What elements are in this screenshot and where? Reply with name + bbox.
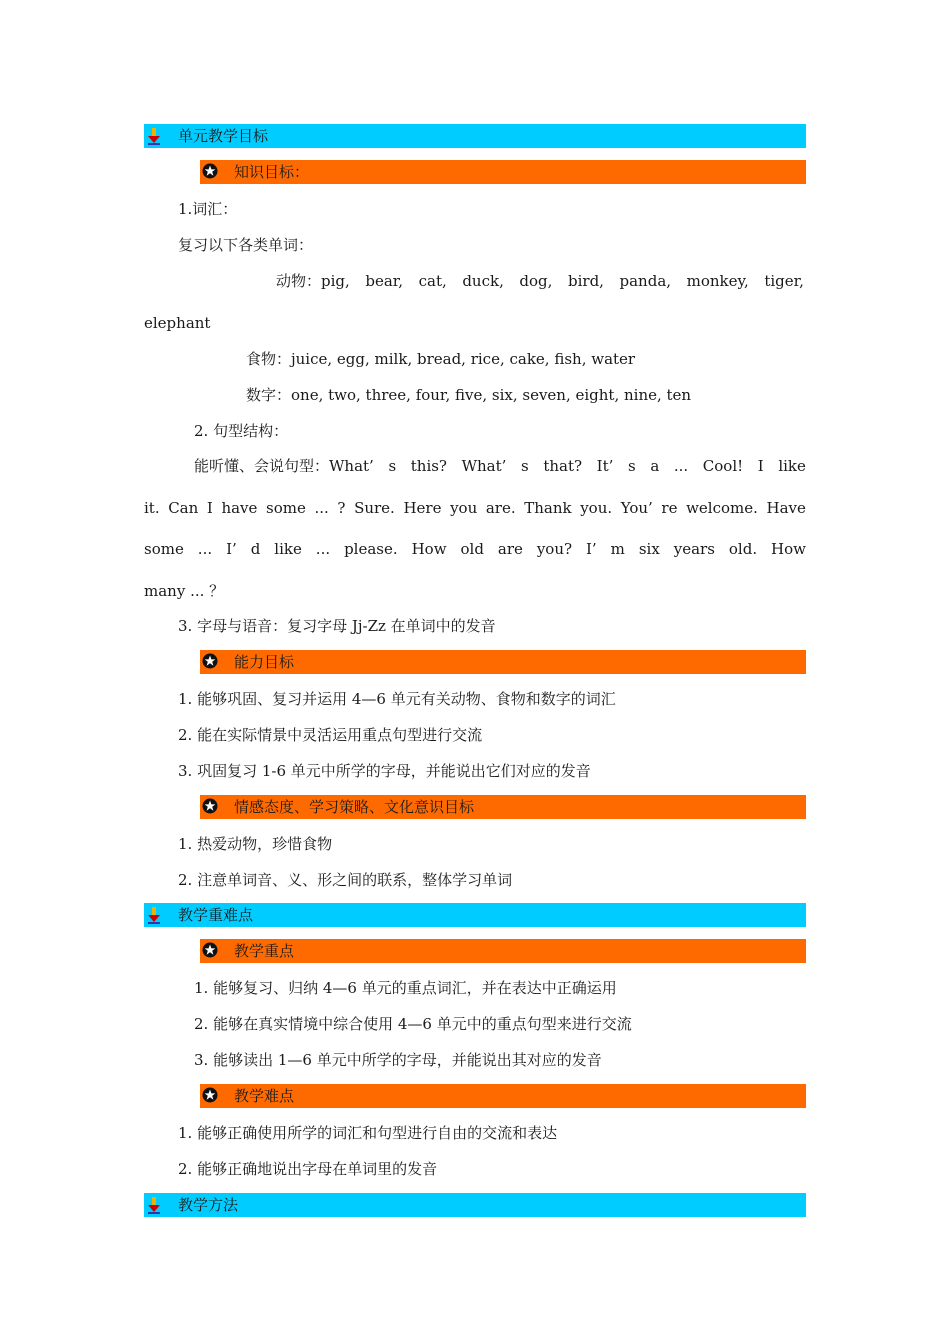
subsection-header-key [200, 939, 806, 963]
food-line: 食物：juice, egg, milk, bread, rice, cake, fish, water [246, 350, 636, 368]
list-item: 1. 能够复习、归纳 4—6 单元的重点词汇，并在表达中正确运用 [194, 979, 617, 997]
word: dog, [519, 272, 553, 290]
word: duck, [462, 272, 504, 290]
word: I [757, 457, 764, 475]
star-badge-icon [202, 163, 218, 179]
star-badge-icon [202, 1087, 218, 1103]
list-item: 3. 能够读出 1—6 单元中所学的字母，并能说出其对应的发音 [194, 1051, 602, 1069]
sentence-line-2 [144, 497, 806, 519]
word: s [628, 457, 636, 475]
animals-line [276, 270, 804, 292]
word: Thank [524, 499, 572, 517]
animals-line-2: elephant [144, 314, 211, 332]
subsection-title: 教学难点 [234, 1087, 295, 1105]
word: 能听懂、会说句型：What’ [194, 457, 374, 475]
list-item: 1. 能够正确使用所学的词汇和句型进行自由的交流和表达 [178, 1124, 558, 1142]
list-item: 1. 热爱动物，珍惜食物 [178, 835, 333, 853]
down-arrow-icon [147, 906, 161, 924]
word: d [250, 540, 261, 558]
word: you [450, 499, 478, 517]
word: Can [168, 499, 199, 517]
word: cat, [418, 272, 447, 290]
list-item: 2. 注意单词音、义、形之间的联系，整体学习单词 [178, 871, 513, 889]
section-header-keypoints [144, 903, 806, 927]
sentence-line-1 [194, 455, 806, 477]
word: ... [315, 540, 331, 558]
word: ... [673, 457, 689, 475]
word: Sure. [354, 499, 395, 517]
list-item: 3. 巩固复习 1-6 单元中所学的字母，并能说出它们对应的发音 [178, 762, 591, 780]
word: bear, [365, 272, 404, 290]
subsection-header-ability [200, 650, 806, 674]
section-title: 单元教学目标 [178, 127, 269, 145]
word: Here [403, 499, 442, 517]
word: please. [344, 540, 398, 558]
word: What’ [461, 457, 507, 475]
word: 动物：pig, [276, 272, 350, 290]
word: you? [536, 540, 573, 558]
word: I’ [586, 540, 597, 558]
word: tiger, [764, 272, 804, 290]
subsection-title: 教学重点 [234, 942, 295, 960]
word: re [661, 499, 678, 517]
subsection-header-knowledge [200, 160, 806, 184]
list-item: 2. 能够在真实情境中综合使用 4—6 单元中的重点句型来进行交流 [194, 1015, 632, 1033]
word: bird, [568, 272, 604, 290]
word: I’ [226, 540, 237, 558]
word: a [650, 457, 660, 475]
word: You’ [620, 499, 653, 517]
word: are [497, 540, 523, 558]
word: ... [197, 540, 213, 558]
word: have [221, 499, 258, 517]
subsection-header-difficult [200, 1084, 806, 1108]
subsection-title: 情感态度、学习策略、文化意识目标 [234, 798, 475, 816]
word: I [206, 499, 213, 517]
word: s [388, 457, 397, 475]
word: It’ [596, 457, 614, 475]
star-badge-icon [202, 942, 218, 958]
word: like [778, 457, 806, 475]
section-title: 教学方法 [178, 1196, 239, 1214]
list-item: 1. 能够巩固、复习并运用 4—6 单元有关动物、食物和数字的词汇 [178, 690, 616, 708]
word: How [771, 540, 806, 558]
word: welcome. [686, 499, 758, 517]
section-title: 教学重难点 [178, 906, 254, 924]
list-item: 2. 能在实际情景中灵活运用重点句型进行交流 [178, 726, 483, 744]
word: ? [337, 499, 346, 517]
word: it. [144, 499, 160, 517]
word: that? [543, 457, 583, 475]
word: six [638, 540, 660, 558]
word: Cool! [702, 457, 744, 475]
word: this? [410, 457, 447, 475]
word: you. [580, 499, 613, 517]
vocab-heading: 1.词汇： [178, 200, 238, 218]
down-arrow-icon [147, 127, 161, 145]
down-arrow-icon [147, 1196, 161, 1214]
subsection-title: 知识目标： [234, 163, 310, 181]
word: some [144, 540, 184, 558]
number-line: 数字：one, two, three, four, five, six, seven, eight, nine, ten [246, 386, 692, 404]
word: How [411, 540, 447, 558]
list-item: 2. 能够正确地说出字母在单词里的发音 [178, 1160, 438, 1178]
word: are. [485, 499, 516, 517]
sentence-heading: 2. 句型结构： [194, 422, 289, 440]
word: Have [766, 499, 806, 517]
subsection-title: 能力目标 [234, 653, 295, 671]
star-badge-icon [202, 653, 218, 669]
star-badge-icon [202, 798, 218, 814]
word: years [673, 540, 715, 558]
phonics-line: 3. 字母与语音：复习字母 Jj-Zz 在单词中的发音 [178, 617, 496, 635]
word: monkey, [686, 272, 749, 290]
word: old [460, 540, 484, 558]
subsection-header-affect [200, 795, 806, 819]
word: panda, [619, 272, 672, 290]
word: like [274, 540, 302, 558]
review-intro: 复习以下各类单词： [178, 236, 314, 254]
word: ... [314, 499, 329, 517]
word: old. [728, 540, 758, 558]
word: m [610, 540, 625, 558]
sentence-line-4: many ... ？ [144, 582, 225, 600]
sentence-line-3 [144, 538, 806, 560]
word: s [521, 457, 529, 475]
section-header-method [144, 1193, 806, 1217]
section-header-goals [144, 124, 806, 148]
word: some [266, 499, 306, 517]
